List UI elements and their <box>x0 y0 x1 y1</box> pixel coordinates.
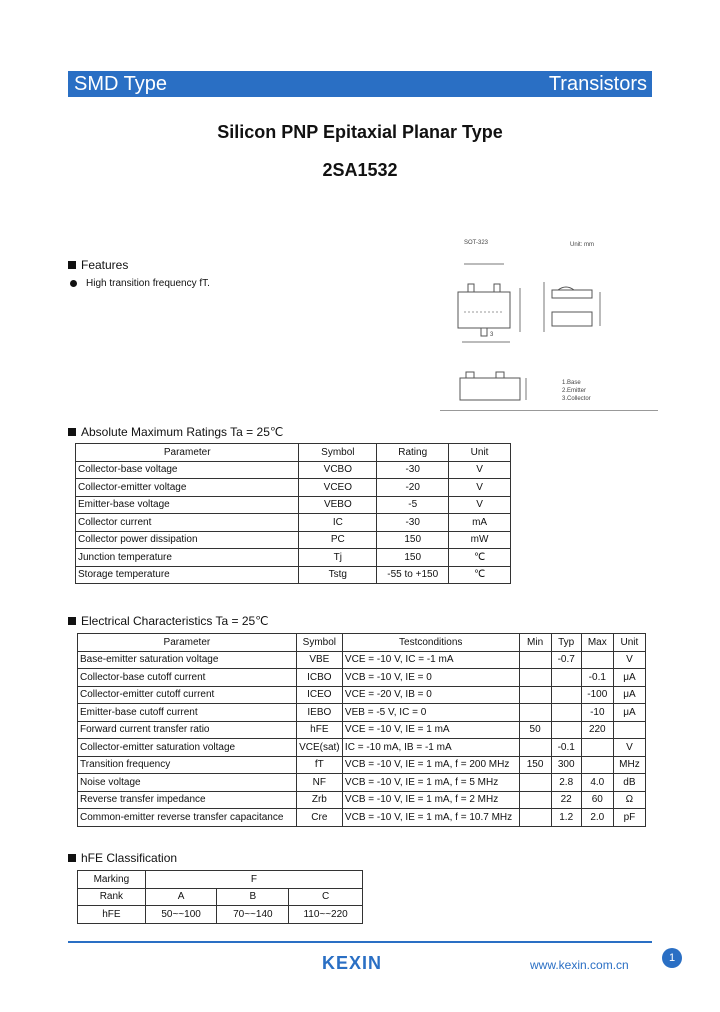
range-cell: 70~~140 <box>217 906 289 924</box>
table-cell: PC <box>299 531 377 549</box>
marking-label: Marking <box>78 871 146 889</box>
table-cell: -30 <box>377 514 449 532</box>
table-cell: Forward current transfer ratio <box>78 721 297 739</box>
table-cell: -55 to +150 <box>377 566 449 584</box>
table-cell: dB <box>613 774 645 792</box>
table-cell: -30 <box>377 461 449 479</box>
package-name: SOT-323 <box>464 240 489 246</box>
table-row <box>78 774 646 792</box>
table-cell: mA <box>449 514 511 532</box>
page-number: 1 <box>662 948 682 968</box>
table-cell: Collector current <box>76 514 299 532</box>
elec-heading-label: Electrical Characteristics Ta = 25℃ <box>81 614 269 628</box>
table-cell <box>519 651 551 669</box>
table-cell: Emitter-base voltage <box>76 496 299 514</box>
table-cell: pF <box>613 809 645 827</box>
feature-item-label: High transition frequency fT. <box>86 278 210 289</box>
table-cell: Storage temperature <box>76 566 299 584</box>
table-cell: Common-emitter reverse transfer capacitance <box>78 809 297 827</box>
table-cell: Collector power dissipation <box>76 531 299 549</box>
table-cell <box>551 721 581 739</box>
table-cell: VCE = -20 V, IB = 0 <box>342 686 519 704</box>
table-cell <box>519 669 551 687</box>
table-cell: VBE <box>296 651 342 669</box>
hfe-table <box>77 870 363 924</box>
table-cell: Noise voltage <box>78 774 297 792</box>
table-row <box>78 756 646 774</box>
rank-cell: B <box>217 888 289 906</box>
table-cell: V <box>449 479 511 497</box>
table-cell: Zrb <box>296 791 342 809</box>
table-cell: VEB = -5 V, IC = 0 <box>342 704 519 722</box>
square-bullet-icon <box>68 261 76 269</box>
table-cell: 220 <box>581 721 613 739</box>
table-row <box>78 686 646 704</box>
pin-label-2: 2.Emitter <box>562 388 587 394</box>
package-outline-svg <box>440 232 658 412</box>
table-cell: IC = -10 mA, IB = -1 mA <box>342 739 519 757</box>
table-cell <box>581 739 613 757</box>
table-cell <box>519 774 551 792</box>
table-cell: -20 <box>377 479 449 497</box>
rank-cell: C <box>289 888 363 906</box>
table-cell: Junction temperature <box>76 549 299 567</box>
table-cell: V <box>449 461 511 479</box>
table-cell: -5 <box>377 496 449 514</box>
table-row <box>78 871 363 889</box>
header-banner <box>68 71 652 97</box>
table-cell: 150 <box>377 531 449 549</box>
table-cell: VCB = -10 V, IE = 1 mA, f = 10.7 MHz <box>342 809 519 827</box>
page-title: Silicon PNP Epitaxial Planar Type <box>217 122 503 142</box>
table-cell: Emitter-base cutoff current <box>78 704 297 722</box>
table-cell: V <box>449 496 511 514</box>
table-cell: mW <box>449 531 511 549</box>
pin-label-1: 1.Base <box>562 380 581 386</box>
table-cell: VCE(sat) <box>296 739 342 757</box>
table-row <box>78 888 363 906</box>
col-header: Symbol <box>296 634 342 652</box>
col-header: Symbol <box>299 444 377 462</box>
elec-heading <box>68 614 269 628</box>
table-cell: VCBO <box>299 461 377 479</box>
table-row <box>76 566 511 584</box>
table-cell: NF <box>296 774 342 792</box>
col-header: Unit <box>613 634 645 652</box>
table-cell: Collector-emitter voltage <box>76 479 299 497</box>
table-row <box>76 496 511 514</box>
table-cell: Collector-emitter saturation voltage <box>78 739 297 757</box>
square-bullet-icon <box>68 428 76 436</box>
elec-table <box>77 633 646 827</box>
table-cell: -0.1 <box>581 669 613 687</box>
package-divider <box>440 410 658 411</box>
table-cell: Base-emitter saturation voltage <box>78 651 297 669</box>
features-heading <box>68 258 128 272</box>
table-cell: -10 <box>581 704 613 722</box>
table-cell: VCEO <box>299 479 377 497</box>
header-left: SMD Type <box>74 73 167 95</box>
col-header: Parameter <box>76 444 299 462</box>
table-cell: VCE = -10 V, IE = 1 mA <box>342 721 519 739</box>
table-cell: 4.0 <box>581 774 613 792</box>
table-cell: ℃ <box>449 549 511 567</box>
table-row <box>78 739 646 757</box>
table-cell: VCB = -10 V, IE = 0 <box>342 669 519 687</box>
table-cell <box>519 704 551 722</box>
table-cell <box>551 686 581 704</box>
hfe-heading <box>68 851 177 865</box>
footer-url[interactable]: www.kexin.com.cn <box>530 958 629 972</box>
kexin-logo: KEXIN <box>322 953 383 973</box>
round-bullet-icon <box>70 280 77 287</box>
col-header: Parameter <box>78 634 297 652</box>
col-header: Testconditions <box>342 634 519 652</box>
table-row <box>78 721 646 739</box>
table-cell: 22 <box>551 791 581 809</box>
col-header: Rating <box>377 444 449 462</box>
table-header-row <box>76 444 511 462</box>
table-cell: VCB = -10 V, IE = 1 mA, f = 2 MHz <box>342 791 519 809</box>
table-cell: MHz <box>613 756 645 774</box>
table-cell: 60 <box>581 791 613 809</box>
feature-item <box>70 278 210 289</box>
table-row <box>78 704 646 722</box>
features-heading-label: Features <box>81 258 129 272</box>
table-cell: Reverse transfer impedance <box>78 791 297 809</box>
table-cell: μA <box>613 704 645 722</box>
table-cell: -0.1 <box>551 739 581 757</box>
table-cell: Collector-base cutoff current <box>78 669 297 687</box>
table-cell: Ω <box>613 791 645 809</box>
table-cell: VEBO <box>299 496 377 514</box>
hfe-label: hFE <box>78 906 146 924</box>
table-cell: 300 <box>551 756 581 774</box>
table-cell <box>519 809 551 827</box>
table-cell: 50 <box>519 721 551 739</box>
table-cell: hFE <box>296 721 342 739</box>
square-bullet-icon <box>68 617 76 625</box>
table-cell: VCE = -10 V, IC = -1 mA <box>342 651 519 669</box>
table-cell <box>519 791 551 809</box>
table-row <box>76 531 511 549</box>
table-cell: fT <box>296 756 342 774</box>
table-row <box>78 651 646 669</box>
table-cell: VCB = -10 V, IE = 1 mA, f = 5 MHz <box>342 774 519 792</box>
svg-text:3: 3 <box>490 332 494 338</box>
table-cell: μA <box>613 669 645 687</box>
table-cell: VCB = -10 V, IE = 1 mA, f = 200 MHz <box>342 756 519 774</box>
table-cell: IC <box>299 514 377 532</box>
table-cell: ICEO <box>296 686 342 704</box>
table-row <box>78 906 363 924</box>
table-cell: Tj <box>299 549 377 567</box>
table-cell <box>519 739 551 757</box>
table-cell: μA <box>613 686 645 704</box>
part-number: 2SA1532 <box>322 160 398 180</box>
table-cell: 1.2 <box>551 809 581 827</box>
table-row <box>76 461 511 479</box>
table-cell: ℃ <box>449 566 511 584</box>
table-cell: -100 <box>581 686 613 704</box>
square-bullet-icon <box>68 854 76 862</box>
marking-value: F <box>145 871 362 889</box>
range-cell: 110~~220 <box>289 906 363 924</box>
table-row <box>76 514 511 532</box>
table-cell: 2.0 <box>581 809 613 827</box>
col-header: Unit <box>449 444 511 462</box>
table-cell: -0.7 <box>551 651 581 669</box>
col-header: Typ <box>551 634 581 652</box>
table-cell: Tstg <box>299 566 377 584</box>
table-cell: Transition frequency <box>78 756 297 774</box>
table-cell <box>551 704 581 722</box>
table-row <box>76 479 511 497</box>
table-cell: Collector-emitter cutoff current <box>78 686 297 704</box>
rank-cell: A <box>145 888 217 906</box>
table-cell: Collector-base voltage <box>76 461 299 479</box>
table-row <box>78 809 646 827</box>
abs-max-body <box>76 461 511 584</box>
abs-max-table <box>75 443 511 584</box>
table-cell <box>581 756 613 774</box>
table-cell: Cre <box>296 809 342 827</box>
package-drawing <box>440 232 658 414</box>
table-cell <box>519 686 551 704</box>
table-cell: V <box>613 739 645 757</box>
table-cell <box>581 651 613 669</box>
table-cell <box>551 669 581 687</box>
pin-label-3: 3.Collector <box>562 396 591 402</box>
table-cell: 150 <box>519 756 551 774</box>
elec-body <box>78 651 646 826</box>
table-row <box>78 669 646 687</box>
range-cell: 50~~100 <box>145 906 217 924</box>
hfe-heading-label: hFE Classification <box>81 851 178 865</box>
table-cell: IEBO <box>296 704 342 722</box>
col-header: Max <box>581 634 613 652</box>
table-row <box>78 791 646 809</box>
footer-divider <box>68 941 652 943</box>
table-cell: V <box>613 651 645 669</box>
col-header: Min <box>519 634 551 652</box>
table-cell: 2.8 <box>551 774 581 792</box>
table-cell: 150 <box>377 549 449 567</box>
table-cell <box>613 721 645 739</box>
table-header-row <box>78 634 646 652</box>
table-cell: ICBO <box>296 669 342 687</box>
abs-max-heading-label: Absolute Maximum Ratings Ta = 25℃ <box>81 425 284 439</box>
rank-label: Rank <box>78 888 146 906</box>
table-row <box>76 549 511 567</box>
header-right: Transistors <box>548 73 647 95</box>
abs-max-heading <box>68 425 283 439</box>
package-unit: Unit: mm <box>570 242 594 248</box>
